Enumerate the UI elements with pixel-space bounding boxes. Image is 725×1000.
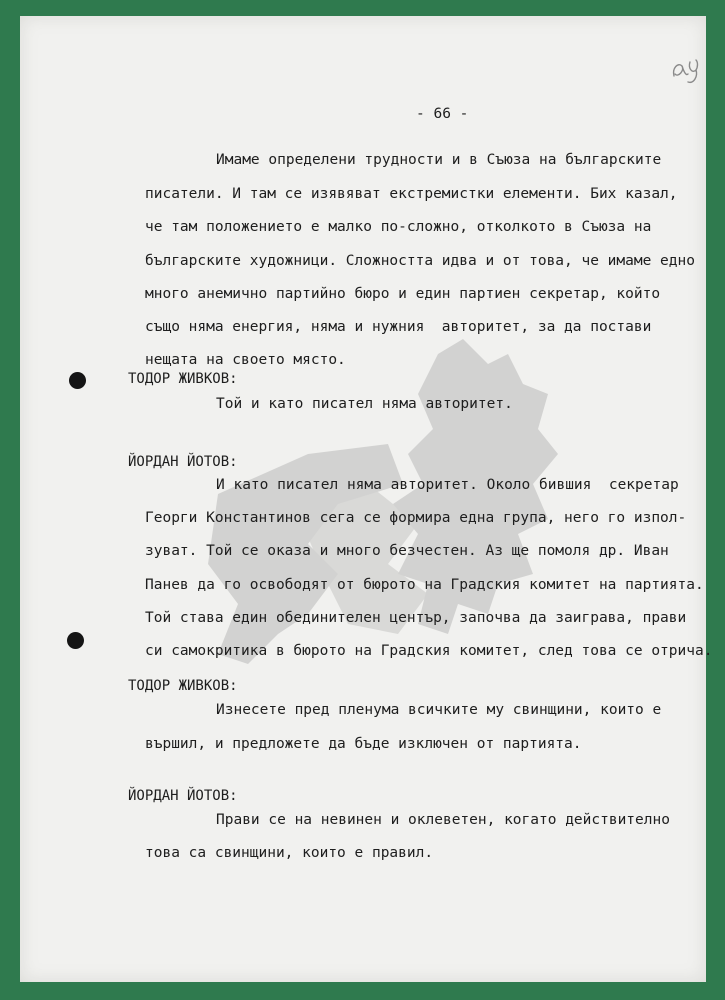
handwritten-initials xyxy=(668,54,710,88)
speaker-name: ЙОРДАН ЙОТОВ: xyxy=(128,788,238,804)
document-page xyxy=(20,16,713,982)
speaker-name: ЙОРДАН ЙОТОВ: xyxy=(128,454,238,470)
text-line: Георги Константинов сега се формира една група, него го изпол- xyxy=(145,510,687,526)
punch-hole xyxy=(67,632,84,649)
punch-hole xyxy=(69,372,86,389)
text-line: Имаме определени трудности и в Съюза на българските xyxy=(216,152,662,168)
speaker-name: ТОДОР ЖИВКОВ: xyxy=(128,371,238,387)
text-line: много анемично партийно бюро и един партиен секретар, който xyxy=(145,286,661,302)
text-line: писатели. И там се изявяват екстремистки елементи. Бих казал, xyxy=(145,186,678,202)
text-line: Прави се на невинен и оклеветен, когато действително xyxy=(216,812,670,828)
text-line: това са свинщини, които е правил. xyxy=(145,845,434,861)
text-line: че там положението е малко по-сложно, отколкото в Съюза на xyxy=(145,219,652,235)
text-line: Панев да го освободят от бюрото на Градския комитет на партията. xyxy=(145,577,704,593)
text-line: българските художници. Сложността идва и от това, че имаме едно xyxy=(145,253,695,269)
speaker-name: ТОДОР ЖИВКОВ: xyxy=(128,678,238,694)
page-number: - 66 - xyxy=(416,106,469,122)
text-line: също няма енергия, няма и нужния авторитет, за да постави xyxy=(145,319,652,335)
text-line: Той става един обединителен център, започва да заиграва, прави xyxy=(145,610,687,626)
text-line: Той и като писател няма авторитет. xyxy=(216,396,513,412)
text-line: И като писател няма авторитет. Около бившия секретар xyxy=(216,477,679,493)
text-line: си самокритика в бюрото на Градския комитет, след това се отрича. xyxy=(145,643,713,659)
text-line: зуват. Той се оказа и много безчестен. Аз ще помоля др. Иван xyxy=(145,543,669,559)
text-line: Изнесете пред пленума всичките му свинщини, които е xyxy=(216,702,662,718)
text-line: нещата на своето място. xyxy=(145,352,346,368)
text-line: вършил, и предложете да бъде изключен от партията. xyxy=(145,736,582,752)
